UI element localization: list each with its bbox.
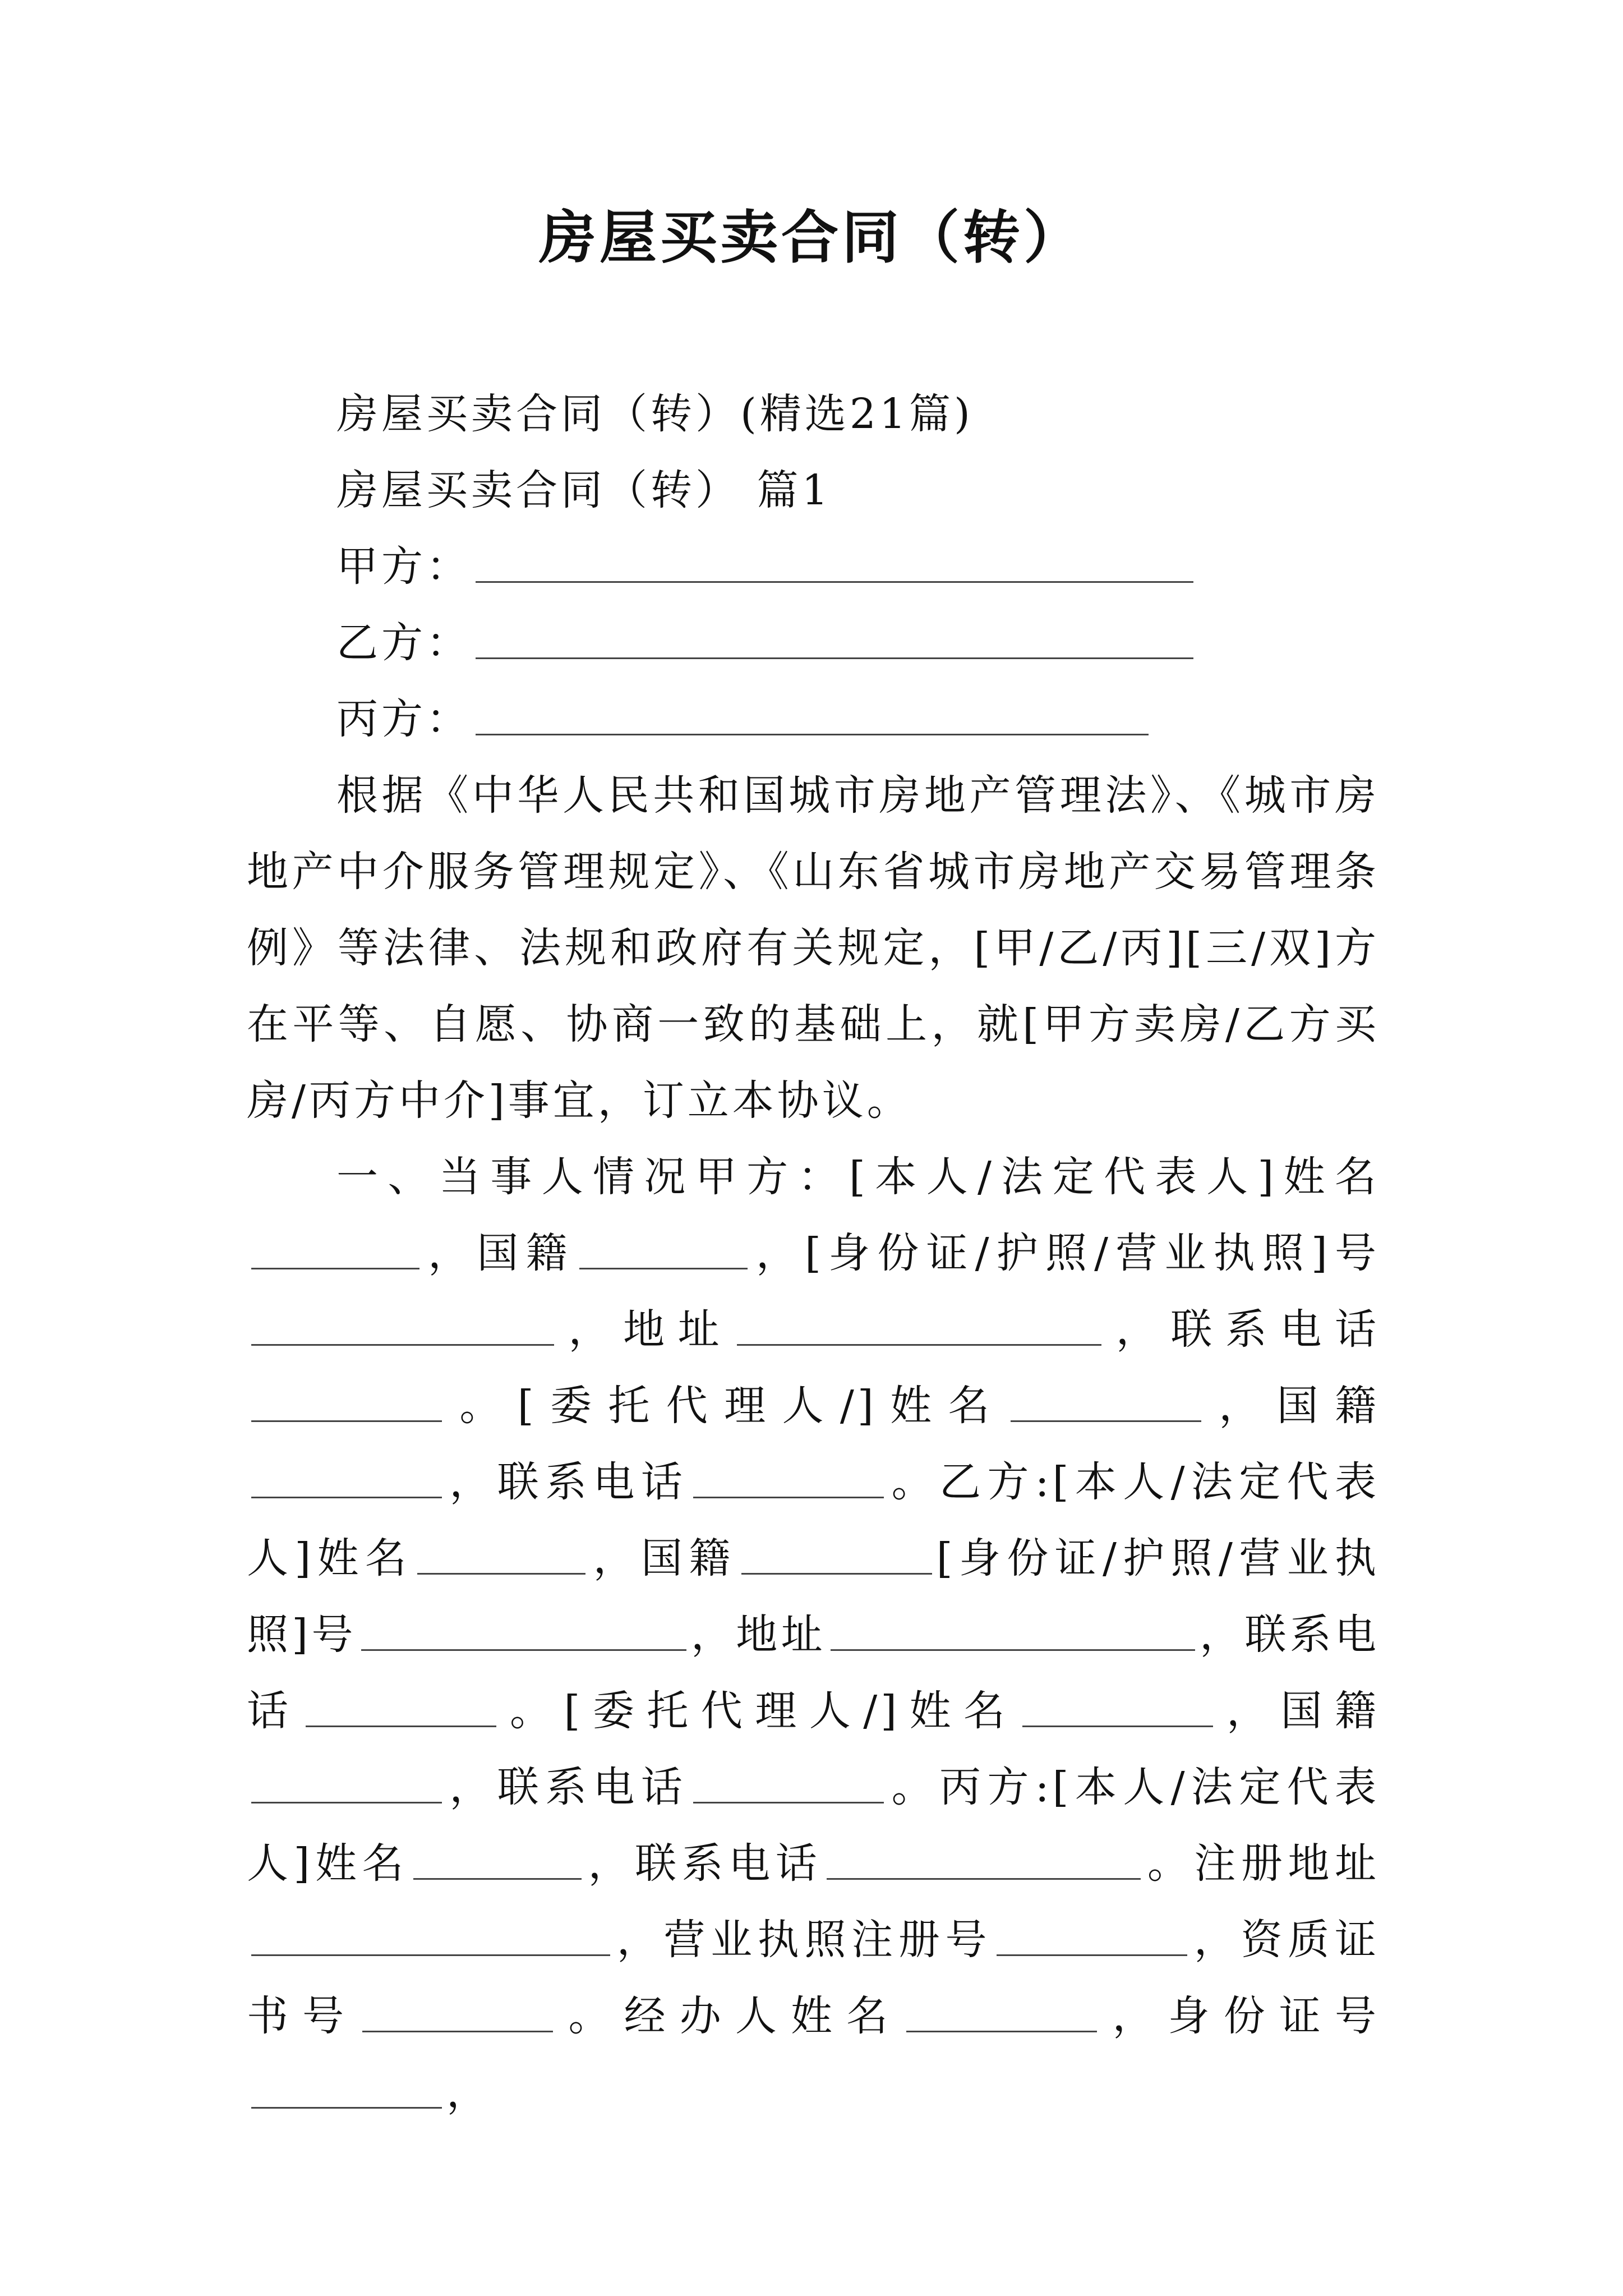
clause-text: ，联系电话 — [446, 1763, 689, 1811]
party-c-line — [247, 681, 1380, 757]
clause-text: ，联系电话 — [247, 1611, 1380, 1735]
fill-blank — [1022, 1681, 1213, 1727]
clause-text: [身份证/护照/营业执照]号 — [247, 1534, 1380, 1659]
section-heading: 房屋买卖合同（转） 篇1 — [336, 466, 832, 514]
fill-blank — [251, 1223, 419, 1269]
fill-blank — [906, 1986, 1097, 2032]
clause-text: 。[委托代理人/]姓名 — [446, 1382, 1006, 1430]
fill-blank — [693, 1452, 884, 1498]
party-b-line — [247, 605, 1380, 681]
party-c-blank — [476, 689, 1149, 735]
document-body — [247, 376, 1380, 2131]
clause-text: ，国籍 — [1217, 1687, 1380, 1735]
clause-text: 。经办人姓名 — [557, 1992, 902, 2040]
clause-text: 一、当事人情况甲方：[本人/法定代表人]姓名 — [336, 1153, 1380, 1201]
fill-blank — [251, 1452, 442, 1498]
fill-blank — [741, 1528, 932, 1575]
fill-blank — [997, 1910, 1187, 1956]
clause-text: ，联系电话 — [1106, 1305, 1380, 1354]
clause-text: ，联系电话 — [446, 1458, 689, 1506]
clause-text: 。[委托代理人/]姓名 — [500, 1687, 1018, 1735]
party-a-line — [247, 528, 1380, 605]
fill-blank — [831, 1604, 1195, 1651]
clause-text: ，营业执照注册号 — [615, 1916, 993, 1964]
clause-text: 。注册地址 — [1145, 1839, 1380, 1888]
fill-blank — [361, 1604, 686, 1651]
fill-blank — [417, 1528, 585, 1575]
fill-blank — [251, 1910, 610, 1956]
clause-text: 。乙方:[本人/法定代表人]姓名 — [247, 1458, 1380, 1582]
fill-blank — [579, 1223, 748, 1269]
fill-blank — [251, 1299, 554, 1346]
fill-blank — [1011, 1375, 1201, 1422]
party-c-label: 丙方： — [336, 695, 471, 743]
clause-text: ，[身份证/护照/营业执照]号 — [751, 1229, 1380, 1277]
clause-text: ，地址 — [559, 1305, 733, 1354]
fill-blank — [827, 1833, 1141, 1880]
document-title: 房屋买卖合同（转） — [539, 205, 1084, 272]
clause-text: ，国籍 — [590, 1534, 737, 1582]
clause-text: 。丙方:[本人/法定代表人]姓名 — [247, 1763, 1380, 1888]
clause-text: ， — [446, 2068, 491, 2116]
clause-text: ，身份证号 — [1101, 1992, 1380, 2040]
party-a-blank — [476, 536, 1193, 583]
party-b-blank — [476, 613, 1193, 659]
fill-blank — [693, 1757, 884, 1803]
clause-text: ，国籍 — [1205, 1382, 1380, 1430]
fill-blank — [251, 1375, 442, 1422]
preamble-paragraph: 根据《中华人民共和国城市房地产管理法》、《城市房地产中介服务管理规定》、《山东省城市房地产交易管理条例》等法律、法规和政府有关规定，[甲/乙/丙][三/双]方在平等、自愿、协商一致的基础上，就[甲方卖房/乙方买房/丙方中介]事宜，订立本协议。 — [247, 771, 1380, 1125]
clause-text: ，资质证书号 — [247, 1916, 1380, 2040]
fill-blank — [251, 1757, 442, 1803]
fill-blank — [306, 1681, 496, 1727]
clause-parties-paragraph — [247, 1139, 1380, 2131]
party-b-label: 乙方： — [336, 619, 471, 667]
document-subtitle: 房屋买卖合同（转）(精选21篇) — [336, 390, 974, 438]
fill-blank — [362, 1986, 553, 2032]
fill-blank — [413, 1833, 582, 1880]
clause-text: ，联系电话 — [586, 1839, 823, 1888]
clause-text: ，国籍 — [424, 1229, 575, 1277]
fill-blank — [251, 2062, 442, 2109]
party-a-label: 甲方： — [336, 542, 471, 591]
fill-blank — [737, 1299, 1101, 1346]
clause-text: ，地址 — [690, 1611, 826, 1659]
